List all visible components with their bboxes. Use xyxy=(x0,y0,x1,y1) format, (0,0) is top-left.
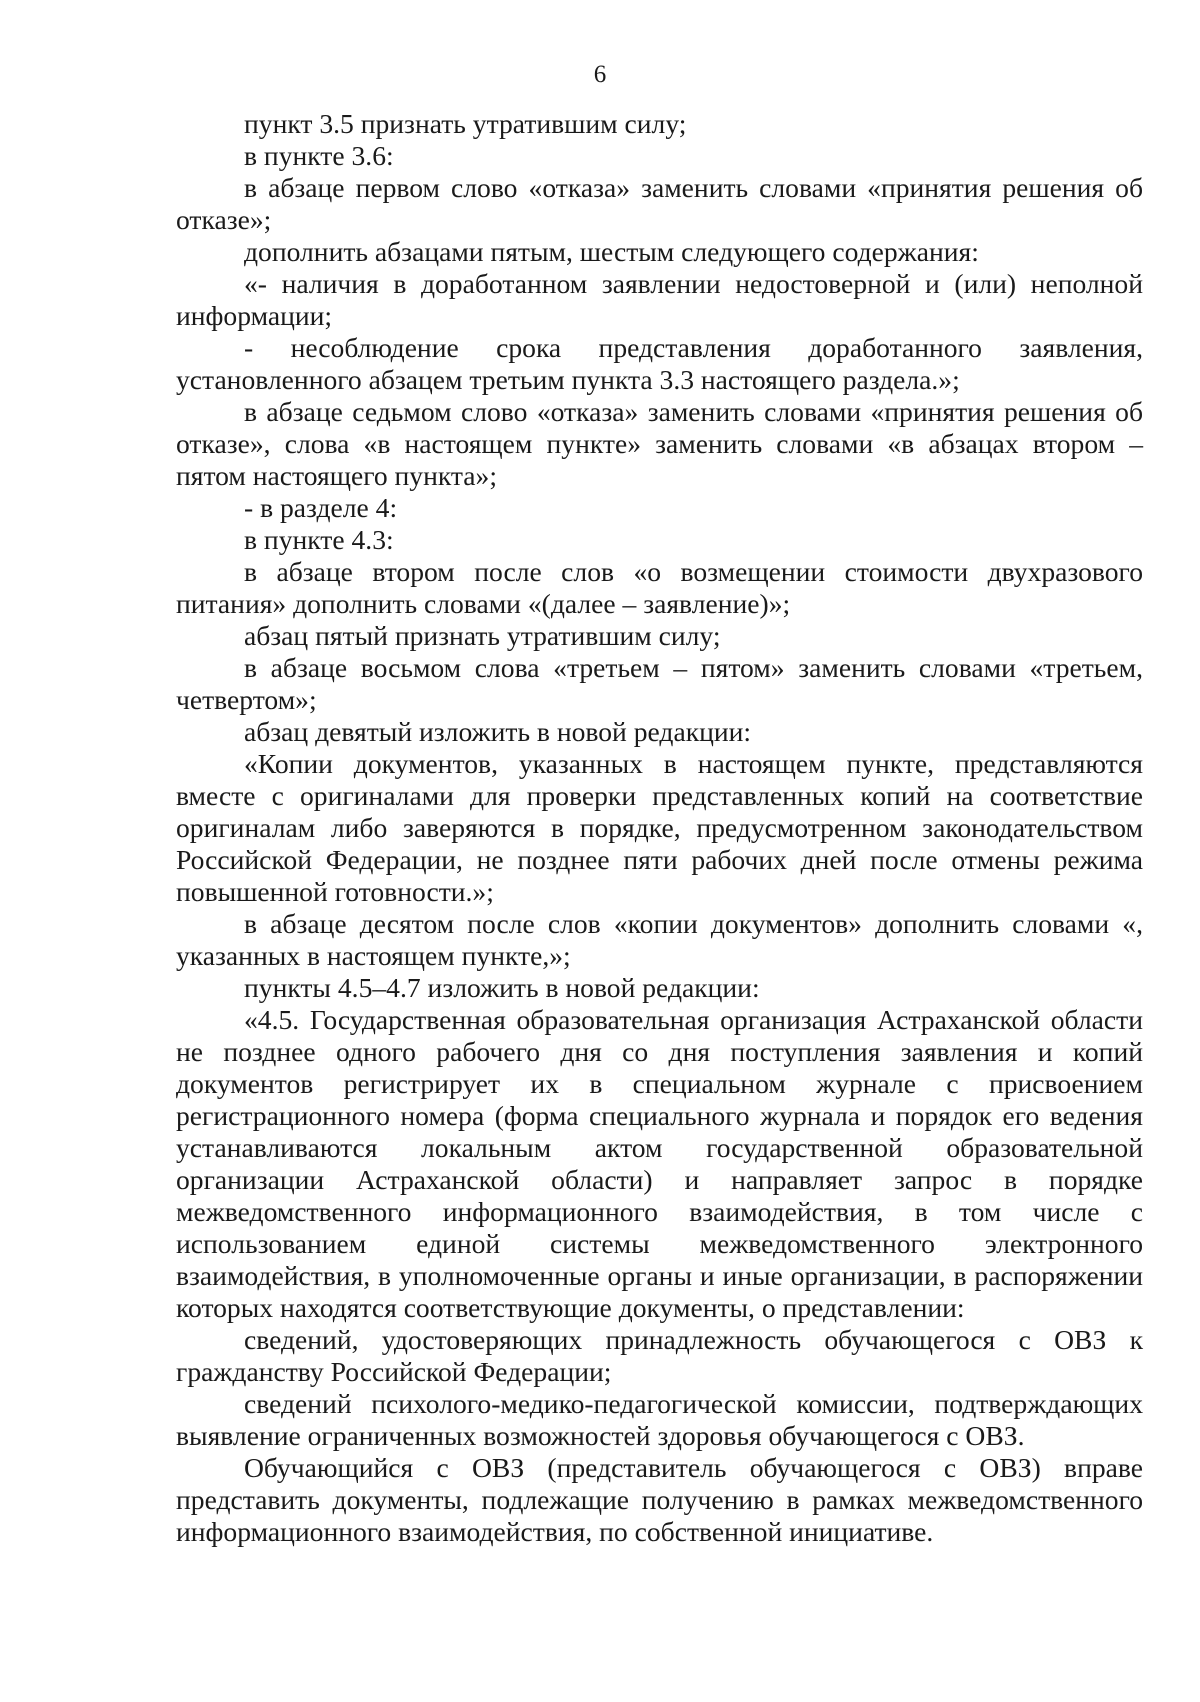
paragraph: сведений, удостоверяющих принадлежность обучающегося с ОВЗ к гражданству Российской Федерации; xyxy=(176,1324,1143,1387)
paragraph: «4.5. Государственная образовательная организация Астраханской области не позднее одного рабочего дня со дня поступления заявления и копий документов регистрирует их в специальном журнале с присвоением регистрационного номера (форма специального журнала и порядок его ведения устанавливаются локальным актом государственной образовательной организации Астраханской области) и направляет запрос в порядке межведомственного информационного взаимодействия, в том числе с использованием единой системы межведомственного электронного взаимодействия, в уполномоченные органы и иные организации, в распоряжении которых находятся соответствующие документы, о представлении: xyxy=(176,1004,1143,1323)
paragraph: пункты 4.5–4.7 изложить в новой редакции: xyxy=(244,972,760,1003)
paragraph: абзац пятый признать утратившим силу; xyxy=(244,620,721,651)
paragraph: «- наличия в доработанном заявлении недостоверной и (или) неполной информации; xyxy=(176,268,1143,331)
paragraph: Обучающийся с ОВЗ (представитель обучающегося с ОВЗ) вправе представить документы, подлежащие получению в рамках межведомственного информационного взаимодействия, по собственной инициативе. xyxy=(176,1452,1143,1547)
paragraph: абзац девятый изложить в новой редакции: xyxy=(244,716,752,747)
paragraph: пункт 3.5 признать утратившим силу; xyxy=(244,108,687,139)
document-body xyxy=(176,108,1143,1548)
paragraph: дополнить абзацами пятым, шестым следующего содержания: xyxy=(244,236,979,267)
paragraph: в абзаце восьмом слова «третьем – пятом» заменить словами «третьем, четвертом»; xyxy=(176,652,1143,715)
paragraph: в абзаце втором после слов «о возмещении стоимости двухразового питания» дополнить словами «(далее – заявление)»; xyxy=(176,556,1143,619)
paragraph: - несоблюдение срока представления доработанного заявления, установленного абзацем третьим пункта 3.3 настоящего раздела.»; xyxy=(176,332,1143,395)
paragraph: в пункте 3.6: xyxy=(244,140,394,171)
paragraph: - в разделе 4: xyxy=(244,492,398,523)
paragraph: в абзаце десятом после слов «копии документов» дополнить словами «, указанных в настоящем пункте,»; xyxy=(176,908,1143,971)
paragraph: сведений психолого-медико-педагогической комиссии, подтверждающих выявление ограниченных возможностей здоровья обучающегося с ОВЗ. xyxy=(176,1388,1143,1451)
paragraph: в абзаце седьмом слово «отказа» заменить словами «принятия решения об отказе», слова «в настоящем пункте» заменить словами «в абзацах втором – пятом настоящего пункта»; xyxy=(176,396,1143,491)
paragraph: в абзаце первом слово «отказа» заменить словами «принятия решения об отказе»; xyxy=(176,172,1143,235)
paragraph: в пункте 4.3: xyxy=(244,524,394,555)
paragraph: «Копии документов, указанных в настоящем пункте, представляются вместе с оригиналами для проверки представленных копий на соответствие оригиналам либо заверяются в порядке, предусмотренном законодательством Российской Федерации, не позднее пяти рабочих дней после отмены режима повышенной готовности.»; xyxy=(176,748,1143,907)
page-number: 6 xyxy=(593,61,607,88)
